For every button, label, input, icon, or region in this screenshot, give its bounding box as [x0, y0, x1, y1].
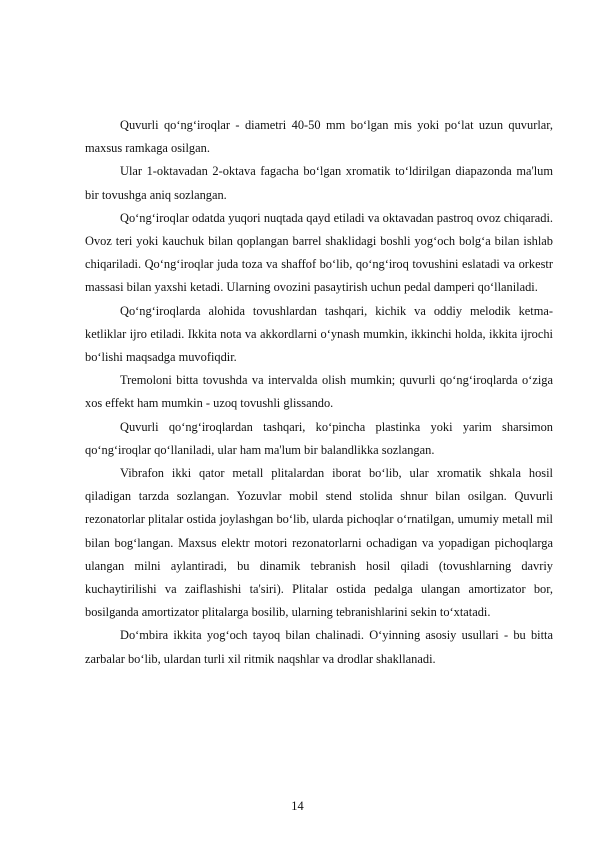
paragraph-bells-melodic: Qo‘ng‘iroqlarda alohida tovushlardan tashqari, kichik va oddiy melodik ketma-ketliklar ijro etiladi. Ikkita nota va akkordlarni o‘ynash mumkin, ikkinchi holda, ikkita ijrochi bo‘lishi maqsadga muvofiqdir.	[85, 303, 553, 365]
paragraph-dombira: Do‘mbira ikkita yog‘och tayoq bilan chalinadi. O‘yinning asosiy usullari - bu bitta zarbalar bo‘lib, ulardan turli xil ritmik naqshlar va drodlar shakllanadi.	[85, 628, 553, 666]
paragraph-tremolo: Tremoloni bitta tovushda va intervalda olish mumkin; quvurli qo‘ng‘iroqlarda o‘ziga xos effekt ham mumkin - uzoq tovushli glissando.	[85, 373, 553, 411]
paragraph-tubular-bells: Quvurli qo‘ng‘iroqlar - diametri 40-50 mm bo‘lgan mis yoki po‘lat uzun quvurlar, maxsus ramkaga osilgan.	[85, 118, 553, 156]
page-body	[85, 114, 553, 671]
page-number: 14	[291, 799, 304, 813]
paragraph-vibraphone: Vibrafon ikki qator metall plitalardan iborat bo‘lib, ular xromatik shkala hosil qiladigan tarzda sozlangan. Yozuvlar mobil stend stolida shnur bilan osilgan. Quvurli rezonatorlar plitalar ostida joylashgan bo‘lib, ularda pichoqlar o‘rnatilgan, umumiy metall mil bilan bog‘langan. Maxsus elektr motori rezonatorlarni ochadigan va yopadigan pichoqlarga ulangan milni aylantiradi, bu dinamik tebranish hosil qiladi (tovushlarning davriy kuchaytirilishi va zaiflashishi ta'siri). Plitalar ostida pedalga ulangan amortizator bor, bosilganda amortizator plitalarga bosilib, ularning tebranishlarini sekin to‘xtatadi.	[85, 466, 553, 620]
paragraph-bells-range: Ular 1-oktavadan 2-oktava fagacha bo‘lgan xromatik to‘ldirilgan diapazonda ma'lum bir tovushga aniq sozlangan.	[85, 164, 553, 202]
paragraph-plate-bells: Quvurli qo‘ng‘iroqlardan tashqari, ko‘pincha plastinka yoki yarim sharsimon qo‘ng‘iroqlar qo‘llaniladi, ular ham ma'lum bir balandlikka sozlangan.	[85, 419, 553, 457]
paragraph-bells-sound: Qo‘ng‘iroqlar odatda yuqori nuqtada qayd etiladi va oktavadan pastroq ovoz chiqaradi. Ovoz teri yoki kauchuk bilan qoplangan barrel shaklidagi boshli yog‘och bolg‘a bilan ishlab chiqariladi. Qo‘ng‘iroqlar juda toza va shaffof bo‘lib, qo‘ng‘iroq tovushini eslatadi va orkestr massasi bilan yaxshi ketadi. Ularning ovozini pasaytirish uchun pedal damperi qo‘llaniladi.	[85, 210, 553, 295]
